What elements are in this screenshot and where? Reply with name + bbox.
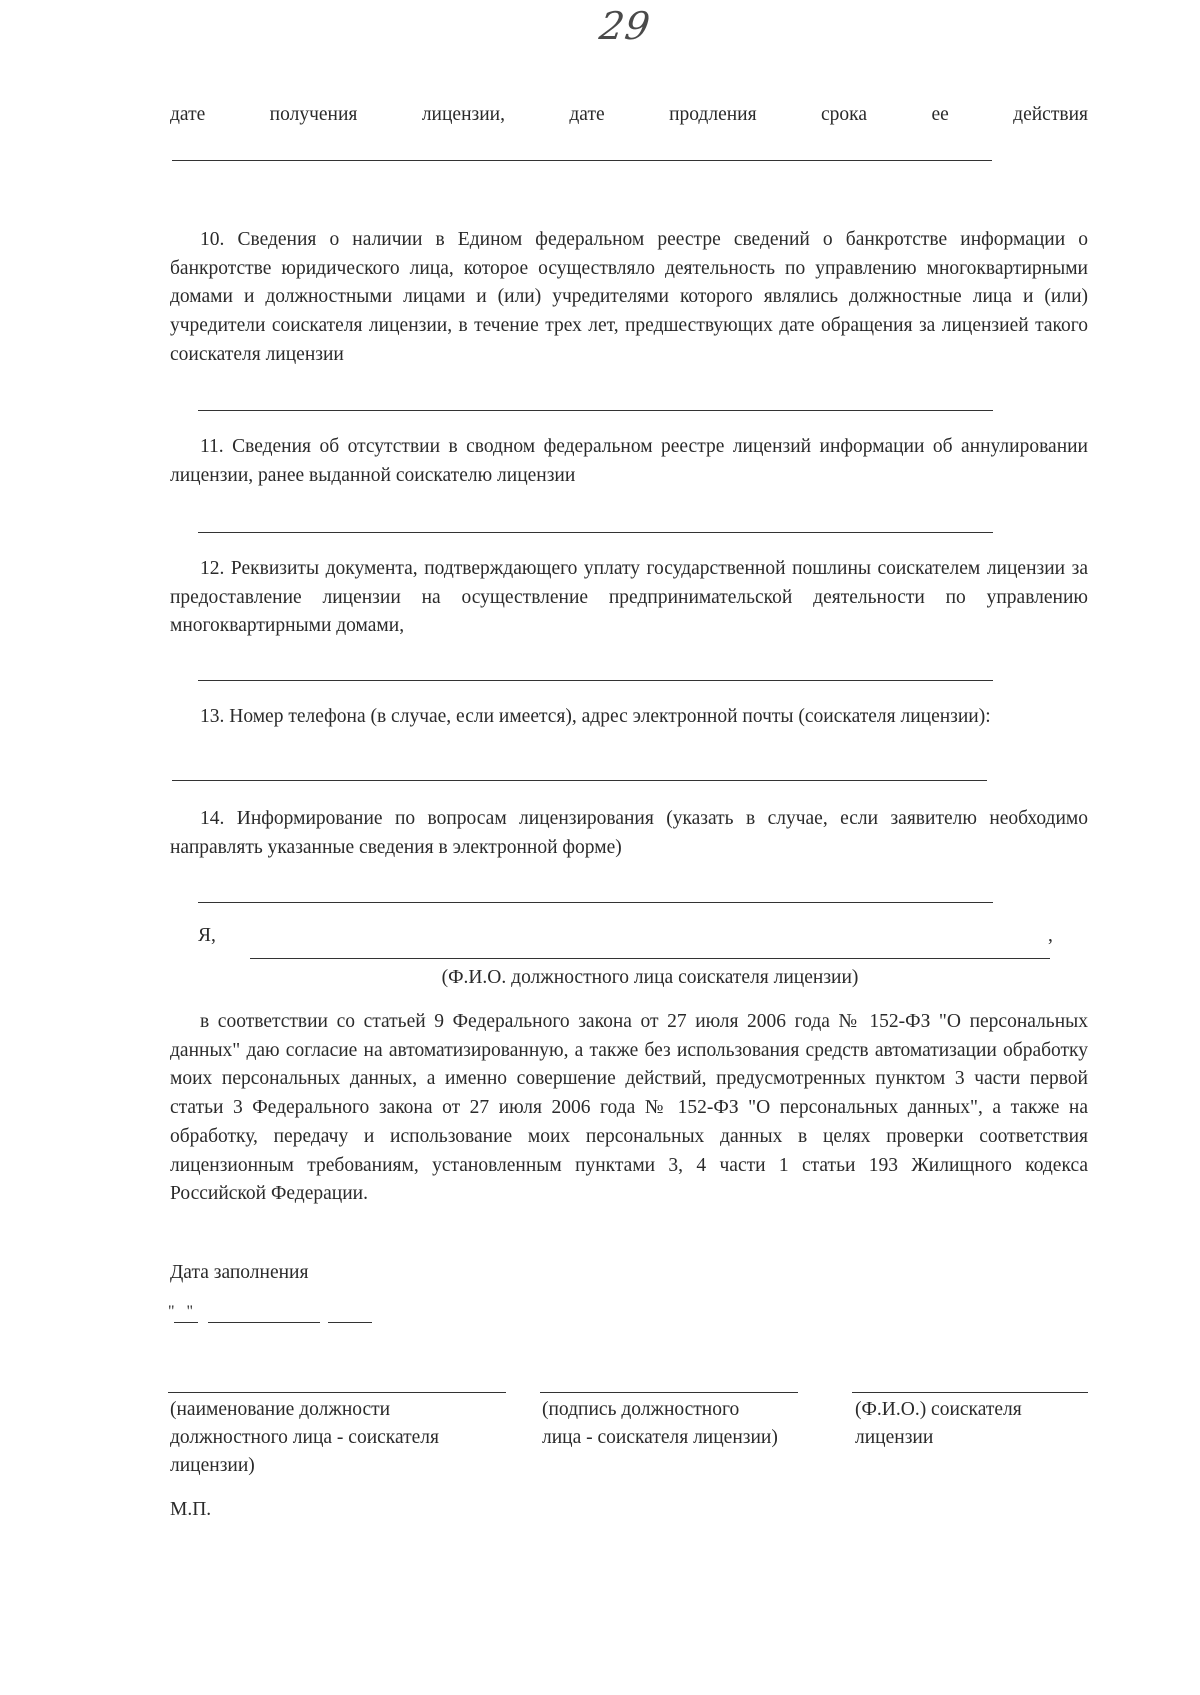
item-11-fill-line[interactable] [198, 532, 993, 533]
item-10-fill-line[interactable] [198, 410, 993, 411]
date-day-line[interactable] [174, 1322, 198, 1323]
header-word: дате [569, 104, 605, 125]
item-13-fill-line[interactable] [172, 780, 987, 781]
name-label: (Ф.И.О.) соискателя лицензии [855, 1399, 1022, 1448]
item-14-fill-line[interactable] [198, 902, 993, 903]
position-label: (наименование должности должностного лица - соискателя лицензии) [170, 1399, 439, 1476]
header-fill-line[interactable] [172, 160, 992, 161]
header-word: дате [170, 104, 206, 125]
date-quotes: " " [168, 1303, 194, 1320]
item-12-fill-line[interactable] [198, 680, 993, 681]
signature-line[interactable] [540, 1392, 798, 1393]
signature-label: (подпись должностного лица - соискателя лицензии) [542, 1399, 778, 1448]
header-line [170, 104, 1088, 126]
item-12: 12. Реквизиты документа, подтверждающего уплату государственной пошлины соискателем лицензии за предоставление лицензии на осуществление предпринимательской деятельности по управлению многоквартирными домами, [170, 558, 1088, 637]
stamp-label: М.П. [170, 1499, 212, 1520]
declarant-comma: , [1048, 925, 1053, 946]
header-word: получения [269, 104, 358, 125]
date-label: Дата заполнения [170, 1262, 309, 1283]
page-number: 29 [596, 4, 654, 48]
declarant-name-line[interactable] [250, 958, 1050, 959]
header-word: действия [1013, 104, 1088, 125]
name-line[interactable] [852, 1392, 1088, 1393]
header-word: лицензии, [421, 104, 505, 125]
header-word: ее [931, 104, 949, 125]
declarant-caption: (Ф.И.О. должностного лица соискателя лицензии) [441, 967, 859, 988]
header-word: срока [821, 104, 868, 125]
item-10: 10. Сведения о наличии в Едином федеральном реестре сведений о банкротстве информации о банкротстве юридического лица, которое осуществляло деятельность по управлению многоквартирными домами и должностными лицами и (или) учредителями которого являлись должностные лица и (или) учредители соискателя лицензии, в течение трех лет, предшествующих дате обращения за лицензией такого соискателя лицензии [170, 229, 1088, 365]
item-14: 14. Информирование по вопросам лицензирования (указать в случае, если заявителю необходимо направлять указанные сведения в электронной форме) [170, 808, 1088, 858]
date-month-line[interactable] [208, 1322, 320, 1323]
declarant-prefix: Я, [198, 925, 216, 946]
item-13: 13. Номер телефона (в случае, если имеется), адрес электронной почты (соискателя лицензии): [200, 706, 991, 727]
header-word: продления [669, 104, 757, 125]
position-line[interactable] [168, 1392, 506, 1393]
date-year-line[interactable] [328, 1322, 372, 1323]
consent-text: в соответствии со статьей 9 Федерального закона от 27 июля 2006 года № 152-ФЗ "О персональных данных" даю согласие на автоматизированную, а также без использования средств автоматизации обработку моих персональных данных, а именно совершение действий, предусмотренных пунктом 3 части первой статьи 3 Федерального закона от 27 июля 2006 года № 152-ФЗ "О персональных данных", а также на обработку, передачу и использование моих персональных данных в целях проверки соответствия лицензионным требованиям, установленным пунктами 3, 4 части 1 статьи 193 Жилищного кодекса Российской Федерации. [170, 1011, 1088, 1205]
item-11: 11. Сведения об отсутствии в сводном федеральном реестре лицензий информации об аннулировании лицензии, ранее выданной соискателю лицензии [170, 436, 1088, 486]
